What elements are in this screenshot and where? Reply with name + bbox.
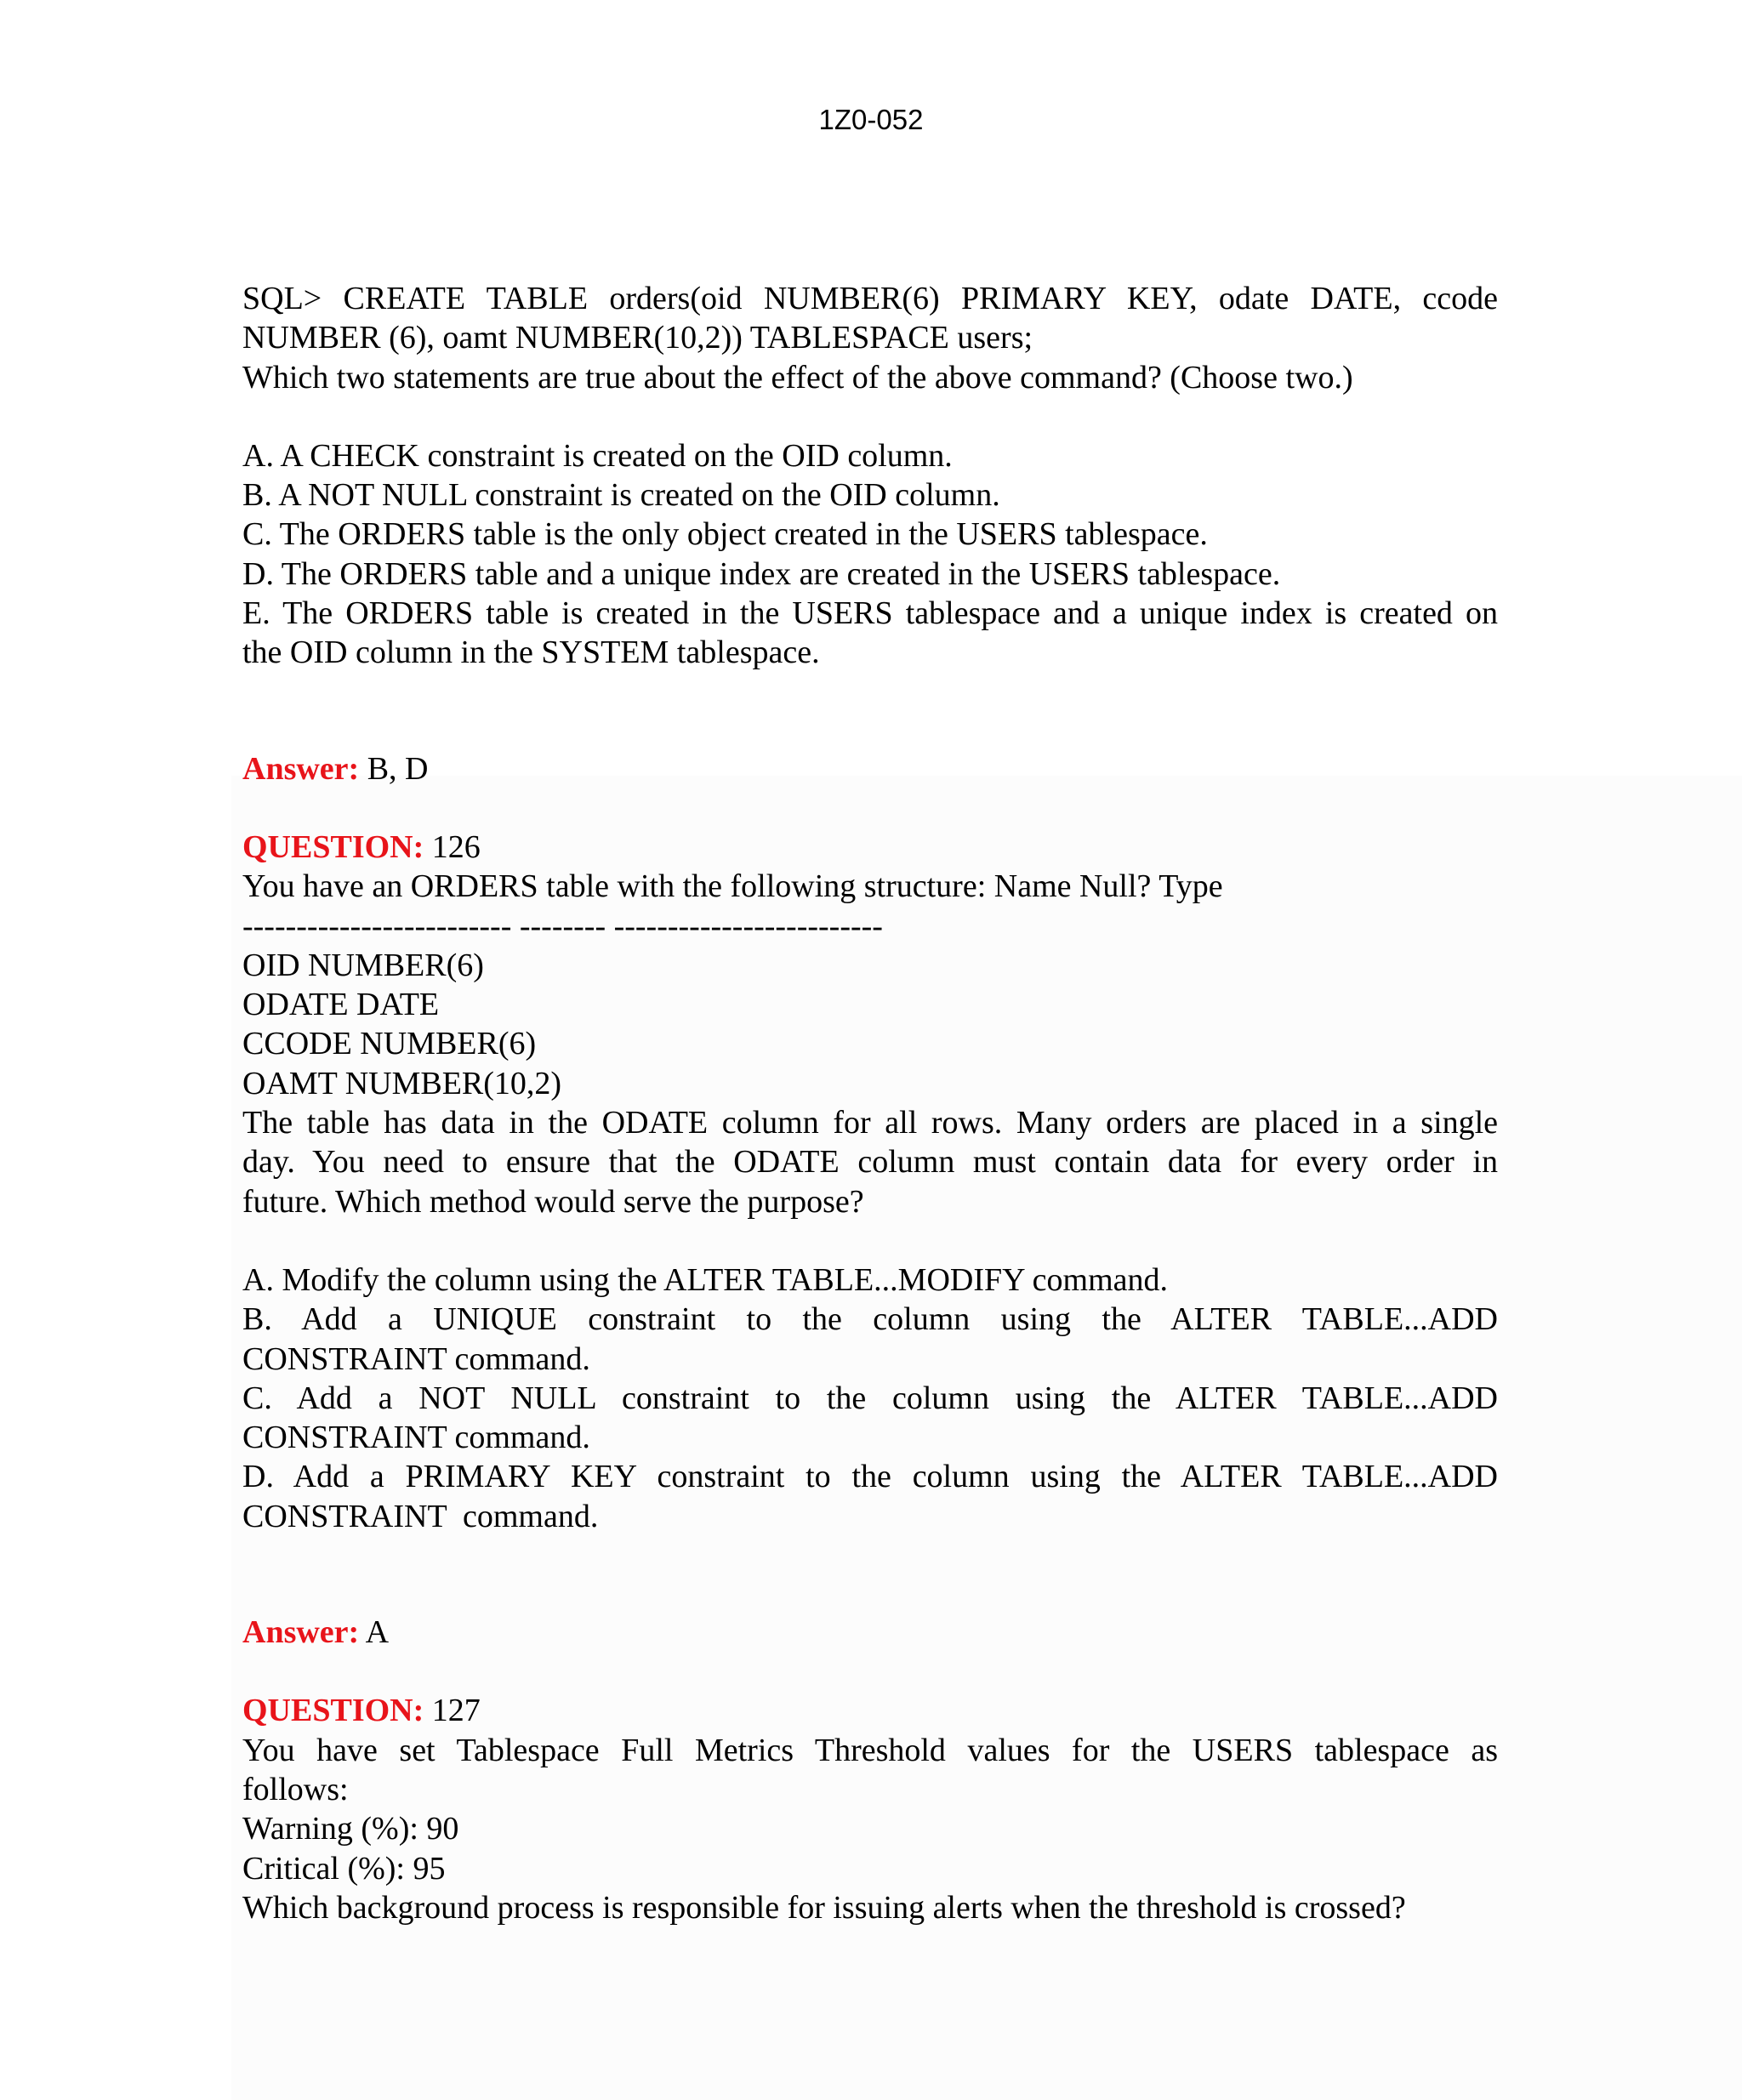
q126-row-oamt: OAMT NUMBER(10,2) (242, 1065, 562, 1101)
answer-label: Answer: (242, 750, 360, 787)
q126-option-d-line-1: D. Add a PRIMARY KEY constraint to the column using the ALTER TABLE...ADD (242, 1459, 1498, 1495)
spacer (242, 1536, 1498, 1613)
q126-option-d-line-2: CONSTRAINT command. (242, 1498, 599, 1534)
intro-line-3: Which two statements are true about the effect of the above command? (Choose two.) (242, 359, 1353, 396)
spacer (242, 1221, 1498, 1261)
q125-option-b: B. A NOT NULL constraint is created on the OID column. (242, 477, 1000, 514)
q127-critical: Critical (%): 95 (242, 1850, 446, 1887)
q127-heading (242, 1691, 1498, 1730)
question-number: 127 (431, 1693, 481, 1729)
question-number: 126 (431, 828, 481, 865)
q126-dashes: ------------------------- -------- ------------------------- (242, 908, 883, 944)
question-label: QUESTION: (242, 1693, 424, 1729)
spacer (242, 397, 1498, 436)
spacer (242, 788, 1498, 828)
answer-value: A (365, 1614, 390, 1651)
q127-warning: Warning (%): 90 (242, 1811, 459, 1847)
document-body (242, 279, 1498, 1927)
q125-option-d: D. The ORDERS table and a unique index are created in the USERS tablespace. (242, 555, 1281, 592)
q126-option-b-line-1: B. Add a UNIQUE constraint to the column using the ALTER TABLE...ADD (242, 1301, 1498, 1338)
q126-heading (242, 828, 1498, 867)
q125-answer (242, 749, 1498, 788)
spacer (242, 673, 1498, 749)
q126-line-1: You have an ORDERS table with the following structure: Name Null? Type (242, 868, 1223, 905)
spacer (242, 1652, 1498, 1691)
q127-line-1: You have set Tablespace Full Metrics Threshold values for the USERS tablespace as (242, 1732, 1498, 1768)
q126-answer (242, 1613, 1498, 1652)
q125-option-e-line-1: E. The ORDERS table is created in the USERS tablespace and a unique index is created on (242, 595, 1498, 632)
q125-option-a: A. A CHECK constraint is created on the OID column. (242, 437, 953, 474)
q126-row-ccode: CCODE NUMBER(6) (242, 1026, 537, 1062)
q126-option-a: A. Modify the column using the ALTER TABLE...MODIFY command. (242, 1261, 1168, 1298)
question-label: QUESTION: (242, 828, 424, 865)
q126-option-b-line-2: CONSTRAINT command. (242, 1340, 590, 1377)
q126-option-c-line-2: CONSTRAINT command. (242, 1420, 590, 1456)
q126-option-c-line-1: C. Add a NOT NULL constraint to the column using the ALTER TABLE...ADD (242, 1380, 1498, 1416)
q127-line-2: follows: (242, 1771, 349, 1807)
intro-line-1: SQL> CREATE TABLE orders(oid NUMBER(6) PRIMARY KEY, odate DATE, ccode (242, 281, 1498, 316)
q126-text-2: day. You need to ensure that the ODATE column must contain data for every order in (242, 1144, 1498, 1181)
answer-value: B, D (367, 750, 429, 787)
q126-row-odate: ODATE DATE (242, 987, 440, 1023)
q126-row-oid: OID NUMBER(6) (242, 947, 484, 983)
page-header-code: 1Z0-052 (818, 104, 924, 135)
q127-line-3: Which background process is responsible for issuing alerts when the threshold is crossed? (242, 1889, 1406, 1926)
intro-line-2: NUMBER (6), oamt NUMBER(10,2)) TABLESPACE users; (242, 320, 1033, 356)
q125-option-c: C. The ORDERS table is the only object created in the USERS tablespace. (242, 516, 1208, 553)
answer-label: Answer: (242, 1614, 360, 1651)
q126-text-3: future. Which method would serve the purpose? (242, 1183, 864, 1220)
q126-text-1: The table has data in the ODATE column for all rows. Many orders are placed in a single (242, 1105, 1498, 1141)
q125-option-e-line-2: the OID column in the SYSTEM tablespace. (242, 635, 820, 671)
